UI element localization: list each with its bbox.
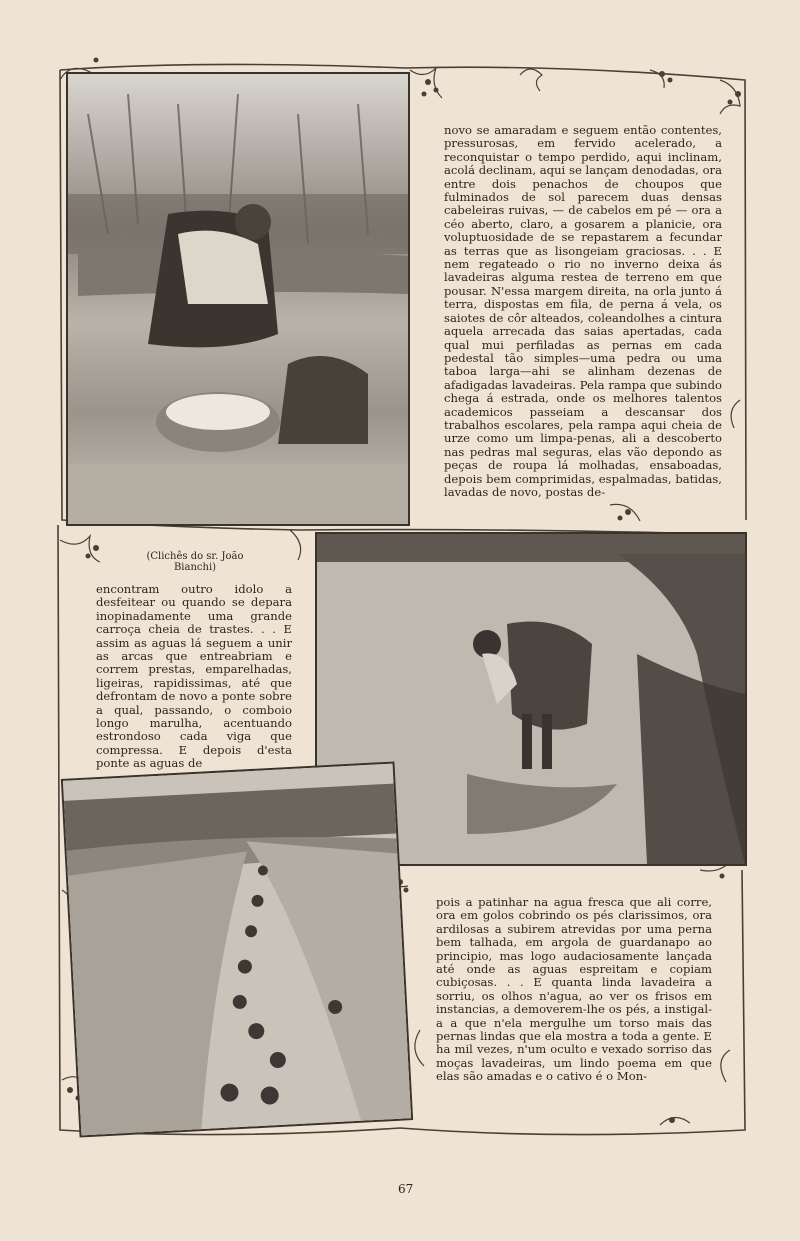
text-column-top-right: novo se amaradam e seguem então contentes, pressurosas, em fervido acelerado, a reconquistar o tempo perdido, aqui inclinam, acolá declinam, aqui se lançam denodadas, ora entre dois penachos de choupos que fulminados de sol parecem duas densas cabeleiras ruivas, — de cabelos em pé — ora a céo aberto, claro, a gosarem a planicie, ora voluptuosidade de se repastarem a fecundar as terras que as lisongeiam graciosas. . . E nem regateado o rio no inverno deixa ás lavadeiras alguma restea de terreno em que pousar. N'essa margem direita, na orla junto á terra, dispostas em fila, de perna á vela, os saiotes de côr alteados, coleandolhes a cintura aquela arrecada das saias apertadas, cada qual mui perfiladas as pernas em cada pedestal tão simples—uma pedra ou uma taboa larga—ahi se alinham dezenas de afadigadas lavadeiras. Pela rampa que subindo chega á estrada, onde os melhores talentos academicos passeiam a descansar dos trabalhos escolares, pela rampa aqui cheia de urze como um limpa-penas, ali a descoberto nas pedras mal seguras, elas vão depondo as peças de roupa lá molhadas, ensaboadas, depois bem comprimidas, espalmadas, batidas, lavadas de novo, postas de-	[444, 123, 722, 499]
caption-line-2: Bianchi)	[173, 562, 217, 573]
caption-line-1: (Clichês do sr. João	[146, 551, 244, 562]
text-column-bottom-right: pois a patinhar na agua fresca que ali corre, ora em golos cobrindo os pés clarissimos, ora ardilosas a subirem atrevidas por uma perna bem talhada, em argola de guardanapo ao principio, mas logo audaciosamente lançada até onde as aguas espreitam e copiam cubiçosas. . . E quanta linda lavadeira a sorriu, os olhos n'agua, ao ver os frisos em instancias, a demoverem-lhe os pés, a instigal-a a que n'ela mergulhe um torso mais das pernas lindas que ela mostra a toda a gente. E ha mil vezes, n'um oculto e vexado sorriso das moças lavadeiras, um lindo poema em que elas são amadas e o cativo é o Mon-	[436, 895, 712, 1084]
photo-washerwoman-shore	[66, 72, 410, 526]
photo-caption	[120, 551, 270, 573]
page-number: 67	[398, 1182, 414, 1196]
photo-washerwomen-line	[61, 762, 413, 1138]
text-column-middle-left: encontram outro idolo a desfeitear ou quando se depara inopinadamente uma grande carroça cheia de trastes. . . E assim as aguas lá seguem a unir as arcas que entreabriam e correm prestas, emparelhadas, ligeiras, rapidissimas, até que defrontam de novo a ponte sobre a qual, passando, o comboio longo marulha, acentuando estrondoso cada viga que compressa. E depois d'esta ponte as aguas de	[96, 582, 292, 771]
